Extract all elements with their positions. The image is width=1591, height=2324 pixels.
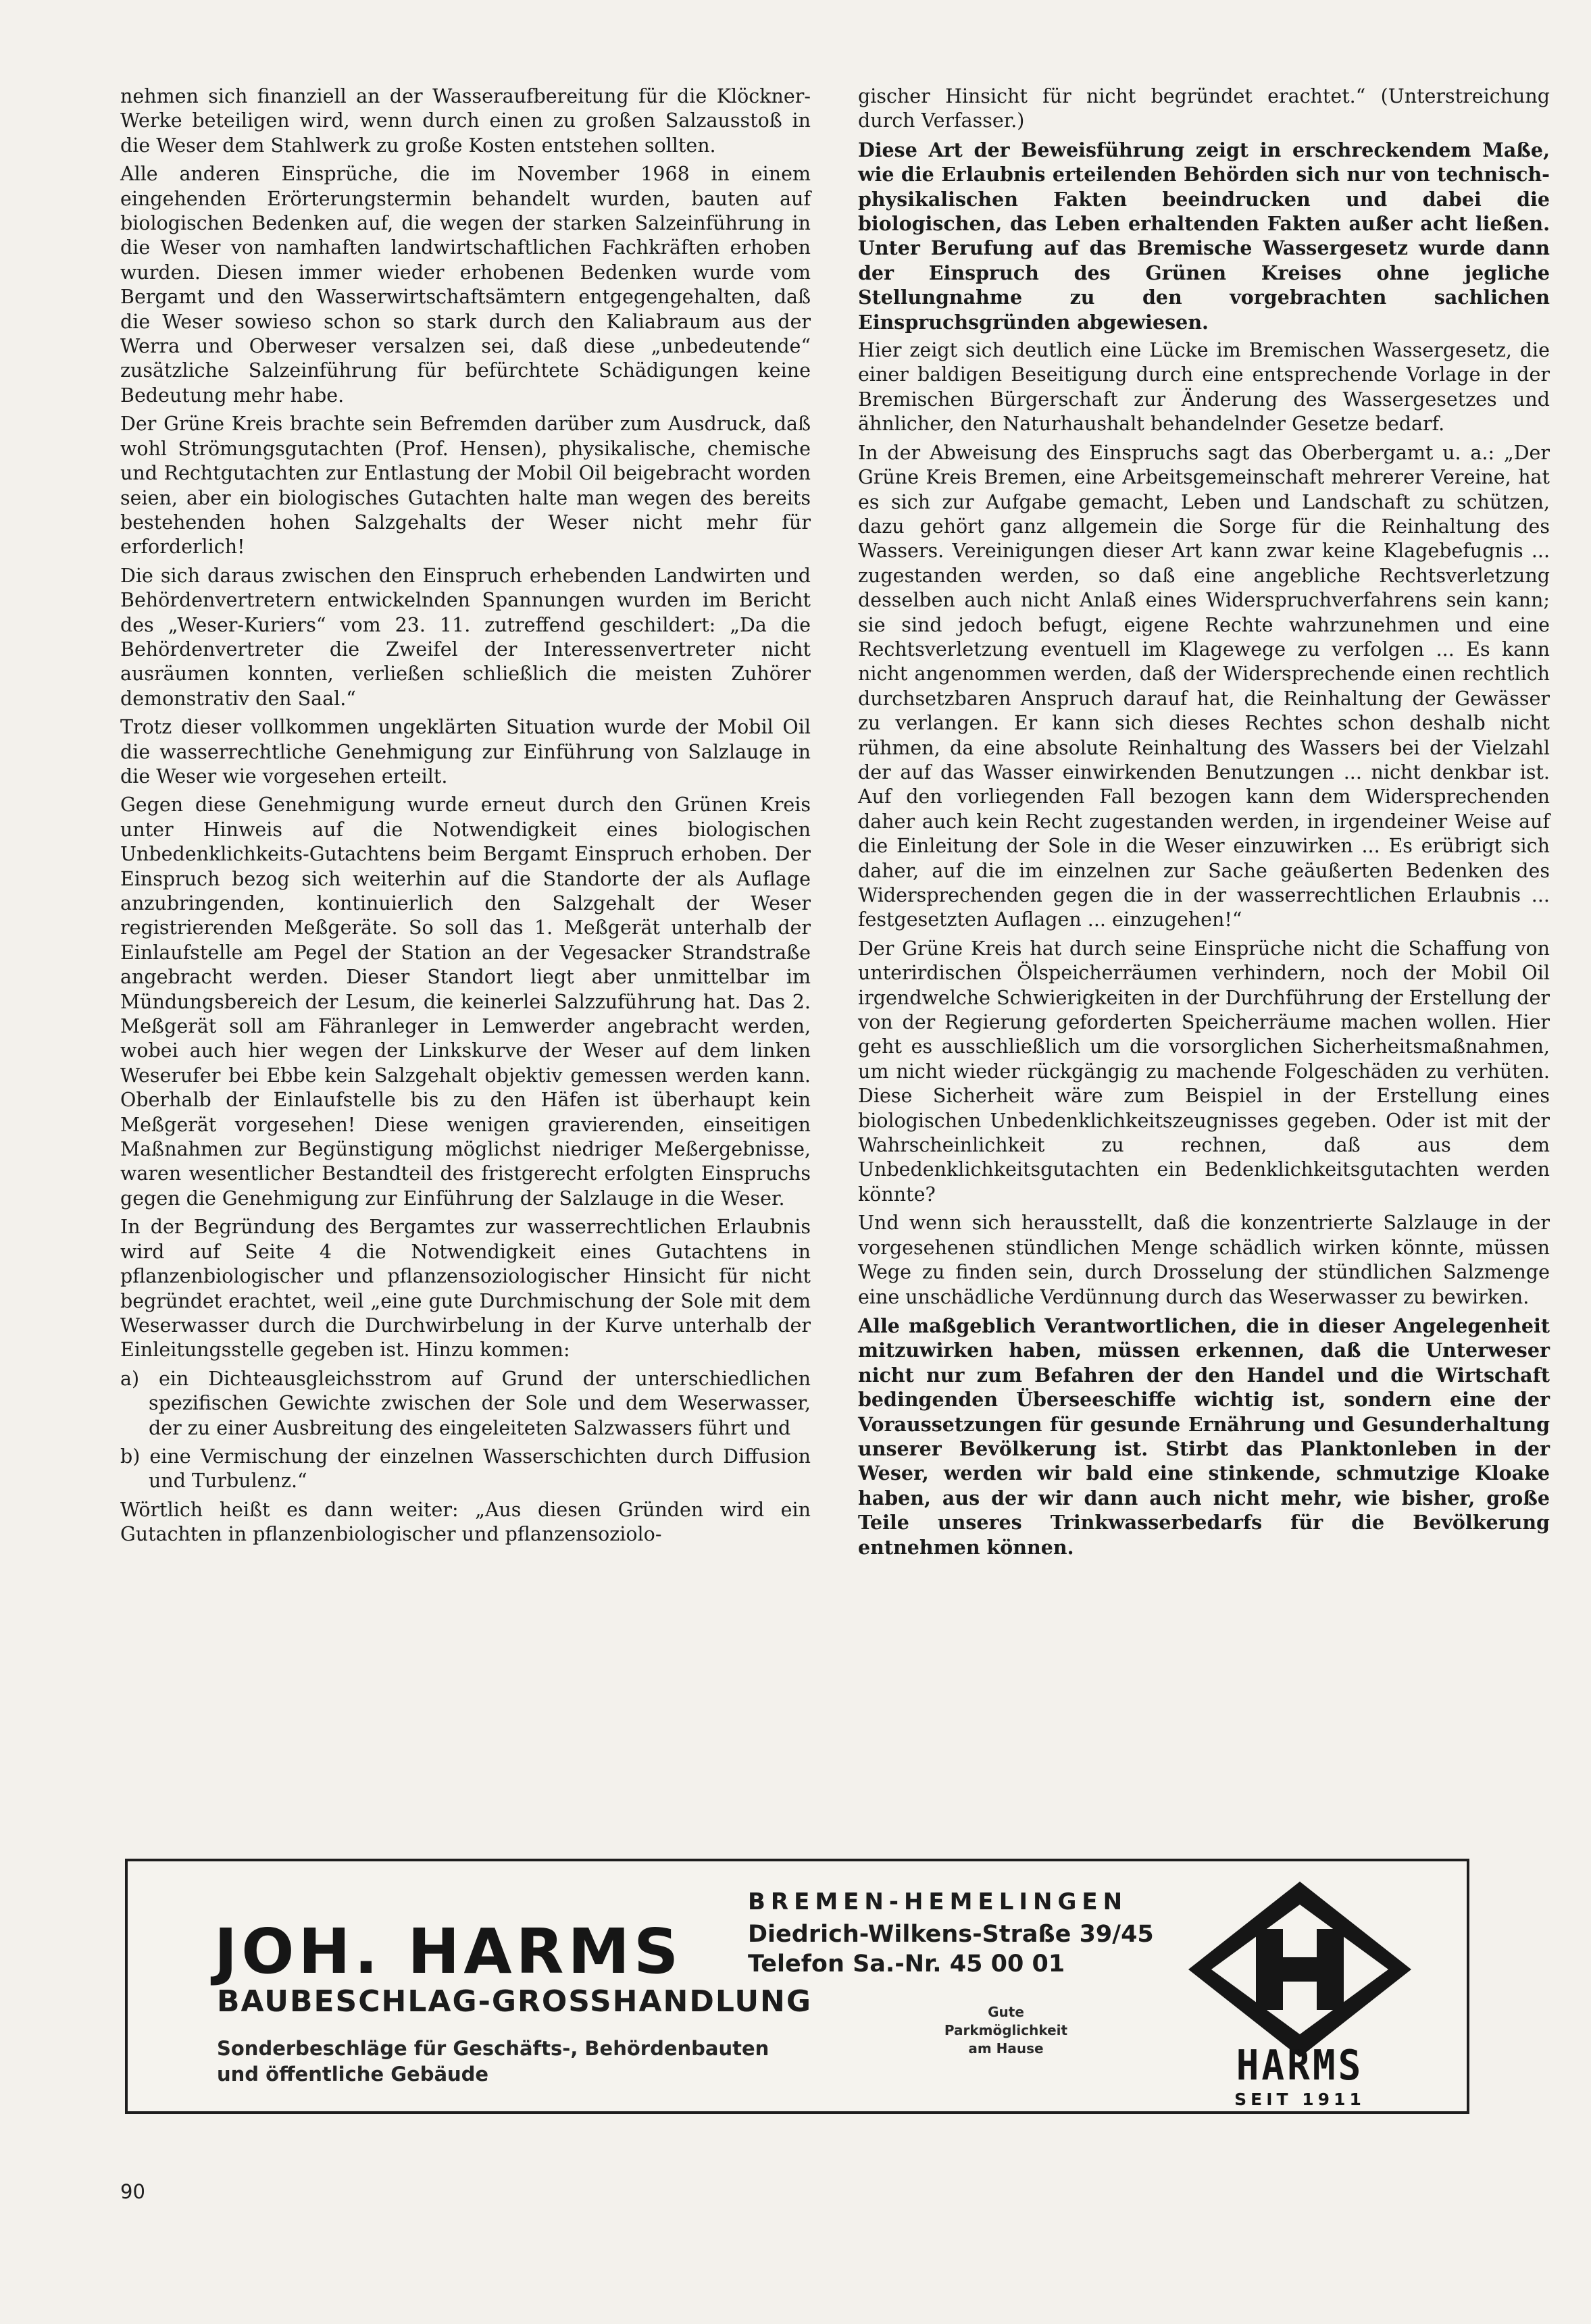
ad-parking-line: Gute: [988, 2004, 1024, 2020]
paragraph: Diese Art der Beweisführung zeigt in erschreckendem Maße, wie die Erlaubnis erteilenden Behörden sich nur von technisch-physikalischen Fakten beeindrucken und dabei die biologischen, das Leben erhaltenden Fakten außer acht ließen. Unter Berufung auf das Bremische Wassergesetz wurde dann der Einspruch des Grünen Kreises ohne jegliche Stellungnahme zu den vorgebrachten sachlichen Einspruchsgründen abgewiesen.: [858, 138, 1550, 334]
paragraph: nehmen sich finanziell an der Wasseraufbereitung für die Klöckner-Werke beteiligen wird, wenn durch einen zu großen Salzausstoß in die Weser dem Stahlwerk zu große Kosten entstehen sollten.: [120, 85, 811, 157]
advertisement-box: [125, 1859, 1469, 2114]
ad-company-subtitle: BAUBESCHLAG-GROSSHANDLUNG: [217, 1984, 812, 2019]
ad-brand-wordmark: HARMS: [1236, 2041, 1364, 2090]
list-item: a) ein Dichteausgleichsstrom auf Grund der unterschiedlichen spezifischen Gewichte zwischen der Sole und dem Weserwasser, der zu einer Ausbreitung des eingeleiteten Salzwassers führt und: [120, 1367, 811, 1439]
list-item: b) eine Vermischung der einzelnen Wasserschichten durch Diffusion und Turbulenz.“: [120, 1445, 811, 1493]
ad-description: [217, 2036, 769, 2087]
paragraph: In der Abweisung des Einspruchs sagt das Oberbergamt u. a.: „Der Grüne Kreis Bremen, eine Arbeitsgemeinschaft mehrerer Vereine, hat es sich zur Aufgabe gemacht, Leben und Landschaft zu schützen, dazu gehört ganz allgemein die Sorge für die Reinhaltung des Wassers. Vereinigungen dieser Art kann zwar keine Klagebefugnis ... zugestanden werden, so daß eine angebliche Rechtsverletzung desselben auch nicht Anlaß eines Widerspruchverfahrens sein kann; sie sind jedoch befugt, eigene Rechte wahrzunehmen und eine Rechtsverletzung eventuell im Klagewege zu verfolgen ... Es kann nicht angenommen werden, daß der Widersprechende einen rechtlich durchsetzbaren Anspruch darauf hat, die Reinhaltung der Gewässer zu verlangen. Er kann sich dieses Rechtes schon deshalb nicht rühmen, da eine absolute Reinhaltung des Wassers bei der Vielzahl der auf das Wasser einwirkenden Benutzungen ... nicht denkbar ist. Auf den vorliegenden Fall bezogen kann dem Widersprechenden daher auch kein Recht zugestanden werden, in irgendeiner Weise auf die Einleitung der Sole in die Weser einzuwirken ... Es erübrigt sich daher, auf die im einzelnen zur Sache geäußerten Bedenken des Widersprechenden gegen die in der wasserrechtlichen Erlaubnis ... festgesetzten Auflagen ... einzugehen!“: [858, 441, 1550, 931]
paragraph: Alle maßgeblich Verantwortlichen, die in dieser Angelegenheit mitzuwirken haben, müssen erkennen, daß die Unterweser nicht nur zum Befahren der den Handel und die Wirtschaft bedingenden Überseeschiffe wichtig ist, sondern eine der Voraussetzungen für gesunde Ernährung und Gesunderhaltung unserer Bevölkerung ist. Stirbt das Planktonleben in der Weser, werden wir bald eine stinkende, schmutzige Kloake haben, aus der wir dann auch nicht mehr, wie bisher, große Teile unseres Trinkwasserbedarfs für die Bevölkerung entnehmen können.: [858, 1314, 1550, 1559]
ad-parking-line: Parkmöglichkeit: [944, 2022, 1068, 2038]
paragraph: Der Grüne Kreis brachte sein Befremden darüber zum Ausdruck, daß wohl Strömungsgutachten (Prof. Hensen), physikalische, chemische und Rechtgutachten zur Entlastung der Mobil Oil beigebracht worden seien, aber ein biologisches Gutachten halte man wegen des bereits bestehenden hohen Salzgehalts der Weser nicht mehr für erforderlich!: [120, 413, 811, 559]
ad-city: BREMEN-HEMELINGEN: [748, 1888, 1128, 1915]
paragraph: Alle anderen Einsprüche, die im November 1968 in einem eingehenden Erörterungstermin behandelt wurden, bauten auf biologischen Bedenken auf, die wegen der starken Salzeinführung in die Weser von namhaften landwirtschaftlichen Fachkräften erhoben wurden. Diesen immer wieder erhobenen Bedenken wurde vom Bergamt und den Wasserwirtschaftsämtern entgegengehalten, daß die Weser sowieso schon so stark durch den Kaliabraum aus der Werra und Oberweser versalzen sei, daß diese „unbedeutende“ zusätzliche Salzeinführung für befürchtete Schädigungen keine Bedeutung mehr habe.: [120, 163, 811, 407]
paragraph: gischer Hinsicht für nicht begründet erachtet.“ (Unterstreichung durch Verfasser.): [858, 85, 1550, 132]
harms-logo-icon: [1188, 1882, 1411, 2057]
paragraph: Der Grüne Kreis hat durch seine Einsprüche nicht die Schaffung von unterirdischen Ölspeicherräumen verhindern, noch der Mobil Oil irgendwelche Schwierigkeiten in der Durchführung der Erstellung der von der Regierung geforderten Speicherräume machen wollen. Hier geht es ausschließlich um die vorsorglichen Sicherheitsmaßnahmen, um nicht wieder rückgängig zu machende Folgeschäden zu verhüten. Diese Sicherheit wäre zum Beispiel in der Erstellung eines biologischen Unbedenklichkeitszeugnisses gegeben. Oder ist mit der Wahrscheinlichkeit zu rechnen, daß aus dem Unbedenklichkeitsgutachten ein Bedenklichkeitsgutachten werden könnte?: [858, 937, 1550, 1206]
ad-phone: Telefon Sa.-Nr. 45 00 01: [748, 1951, 1065, 1978]
paragraph: Gegen diese Genehmigung wurde erneut durch den Grünen Kreis unter Hinweis auf die Notwendigkeit eines biologischen Unbedenklichkeits-Gutachtens beim Bergamt Einspruch erhoben. Der Einspruch bezog sich weiterhin auf die Standorte der als Auflage anzubringenden, kontinuierlich den Salzgehalt der Weser registrierenden Meßgeräte. So soll das 1. Meßgerät unterhalb der Einlaufstelle am Pegel der Station an der Vegesacker Strandstraße angebracht werden. Dieser Standort liegt aber unmittelbar im Mündungsbereich der Lesum, die keinerlei Salzzuführung hat. Das 2. Meßgerät soll am Fähranleger in Lemwerder angebracht werden, wobei auch hier wegen der Linkskurve der Weser auf dem linken Weserufer bei Ebbe kein Salzgehalt objektiv gemessen werden kann. Oberhalb der Einlaufstelle bis zu den Häfen ist überhaupt kein Meßgerät vorgesehen! Diese wenigen gravierenden, einseitigen Maßnahmen zur Begünstigung möglichst niedriger Meßergebnisse, waren wesentlicher Bestandteil des fristgerecht erfolgten Einspruchs gegen die Genehmigung zur Einführung der Salzlauge in die Weser.: [120, 794, 811, 1210]
ad-description-line: Sonderbeschläge für Geschäfts-, Behördenbauten: [217, 2037, 769, 2060]
paragraph: Die sich daraus zwischen den Einspruch erhebenden Landwirten und Behördenvertretern entwickelnden Spannungen wurden im Bericht des „Weser-Kuriers“ vom 23. 11. zutreffend geschildert: „Da die Behördenvertreter die Zweifel der Interessenvertreter nicht ausräumen konnten, verließen schließlich die meisten Zuhörer demonstrativ den Saal.“: [120, 564, 811, 710]
ad-company-name: JOH. HARMS: [214, 1915, 683, 1988]
paragraph: Wörtlich heißt es dann weiter: „Aus diesen Gründen wird ein Gutachten in pflanzenbiologischer und pflanzensoziolo-: [120, 1498, 811, 1546]
ad-street: Diedrich-Wilkens-Straße 39/45: [748, 1921, 1154, 1948]
paragraph: In der Begründung des Bergamtes zur wasserrechtlichen Erlaubnis wird auf Seite 4 die Notwendigkeit eines Gutachtens in pflanzenbiologischer und pflanzensoziologischer Hinsicht für nicht begründet erachtet, weil „eine gute Durchmischung der Sole mit dem Weserwasser durch die Durchwirbelung in der Kurve unterhalb der Einleitungsstelle gegeben ist. Hinzu kommen:: [120, 1216, 811, 1362]
page-number: 90: [120, 2180, 145, 2203]
paragraph: Und wenn sich herausstellt, daß die konzentrierte Salzlauge in der vorgesehenen stündlichen Menge schädlich wirken könnte, müssen Wege zu finden sein, durch Drosselung der stündlichen Salzmenge eine unschädliche Verdünnung durch das Weserwasser zu bewirken.: [858, 1212, 1550, 1308]
right-column: [858, 84, 1550, 1564]
paragraph: Hier zeigt sich deutlich eine Lücke im Bremischen Wassergesetz, die einer baldigen Beseitigung durch eine entsprechende Vorlage in der Bremischen Bürgerschaft zur Änderung des Wassergesetzes und ähnlicher, den Naturhaushalt behandelnder Gesetze bedarf.: [858, 339, 1550, 436]
ad-parking-line: am Hause: [968, 2040, 1044, 2057]
paragraph: Trotz dieser vollkommen ungeklärten Situation wurde der Mobil Oil die wasserrechtliche Genehmigung zur Einführung von Salzlauge in die Weser wie vorgesehen erteilt.: [120, 716, 811, 787]
ad-description-line: und öffentliche Gebäude: [217, 2063, 489, 2086]
left-column: [120, 84, 811, 1551]
ad-since-year: SEIT 1911: [1234, 2090, 1365, 2109]
ad-parking-note: [911, 2003, 1101, 2058]
